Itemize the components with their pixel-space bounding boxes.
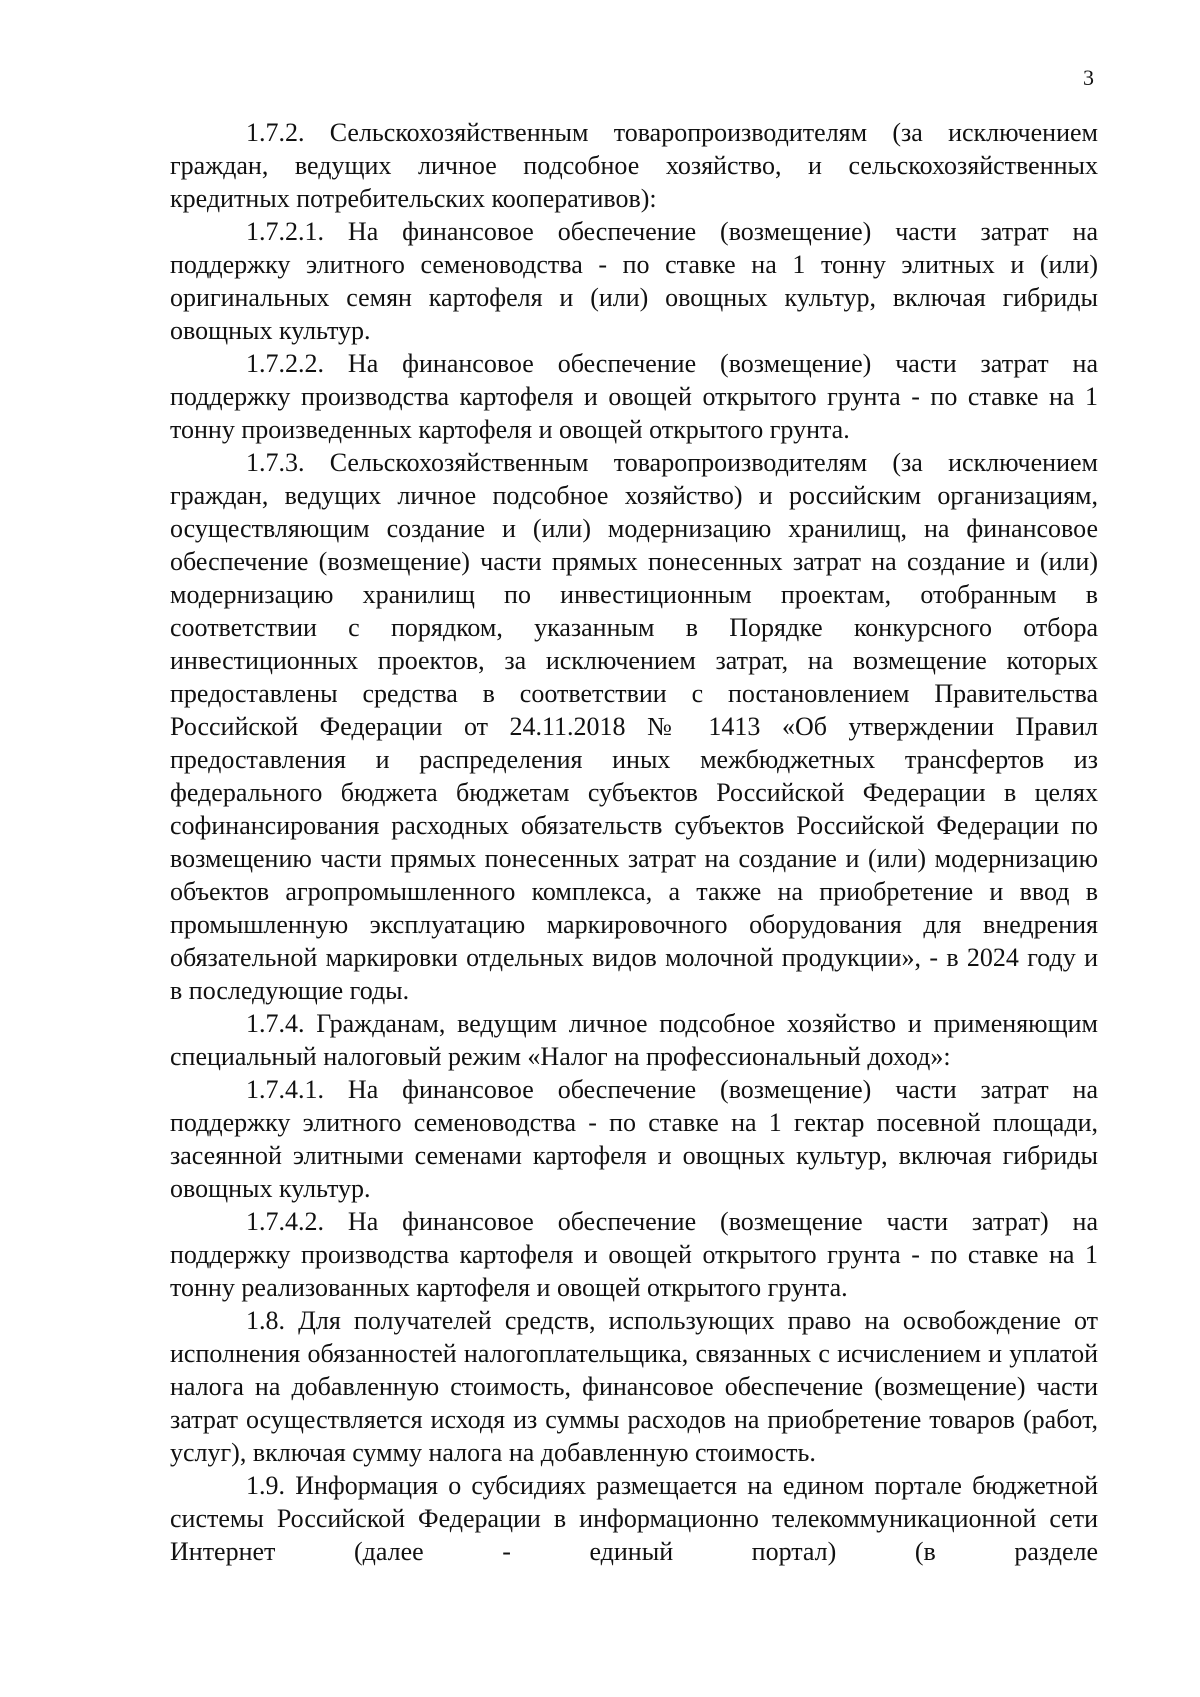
paragraph-1-7-4: 1.7.4. Гражданам, ведущим личное подсобное хозяйство и применяющим специальный налоговый режим «Налог на профессиональный доход»: <box>170 1009 1098 1071</box>
paragraph-1-7-2-2: 1.7.2.2. На финансовое обеспечение (возмещение) части затрат на поддержку производства картофеля и овощей открытого грунта - по ставке на 1 тонну произведенных картофеля и овощей открытого грунта. <box>170 349 1098 444</box>
paragraph-1-7-2-1: 1.7.2.1. На финансовое обеспечение (возмещение) части затрат на поддержку элитного семеноводства - по ставке на 1 тонну элитных и (или) оригинальных семян картофеля и (или) овощных культур, включая гибриды овощных культур. <box>170 217 1098 345</box>
page-number: 3 <box>1083 65 1094 90</box>
paragraph-1-8: 1.8. Для получателей средств, использующих право на освобождение от исполнения обязанностей налогоплательщика, связанных с исчислением и уплатой налога на добавленную стоимость, финансовое обеспечение (возмещение) части затрат осуществляется исходя из суммы расходов на приобретение товаров (работ, услуг), включая сумму налога на добавленную стоимость. <box>170 1306 1098 1467</box>
paragraph-1-7-4-2: 1.7.4.2. На финансовое обеспечение (возмещение части затрат) на поддержку производства картофеля и овощей открытого грунта - по ставке на 1 тонну реализованных картофеля и овощей открытого грунта. <box>170 1207 1098 1302</box>
paragraph-1-9: 1.9. Информация о субсидиях размещается на едином портале бюджетной системы Российской Федерации в информационно телекоммуникационной сети Интернет (далее - единый портал) (в разделе <box>170 1471 1098 1566</box>
paragraph-1-7-3: 1.7.3. Сельскохозяйственным товаропроизводителям (за исключением граждан, ведущих личное подсобное хозяйство) и российским организациям, осуществляющим создание и (или) модернизацию хранилищ, на финансовое обеспечение (возмещение) части прямых понесенных затрат на создание и (или) модернизацию хранилищ по инвестиционным проектам, отобранным в соответствии с порядком, указанным в Порядке конкурсного отбора инвестиционных проектов, за исключением затрат, на возмещение которых предоставлены средства в соответствии с постановлением Правительства Российской Федерации от 24.11.2018 № 1413 «Об утверждении Правил предоставления и распределения иных межбюджетных трансфертов из федерального бюджета бюджетам субъектов Российской Федерации в целях софинансирования расходных обязательств субъектов Российской Федерации по возмещению части прямых понесенных затрат на создание и (или) модернизацию объектов агропромышленного комплекса, а также на приобретение и ввод в промышленную эксплуатацию маркировочного оборудования для внедрения обязательной маркировки отдельных видов молочной продукции», - в 2024 году и в последующие годы. <box>170 448 1098 1005</box>
document-body <box>170 116 1098 1568</box>
paragraph-1-7-2: 1.7.2. Сельскохозяйственным товаропроизводителям (за исключением граждан, ведущих личное подсобное хозяйство, и сельскохозяйственных кредитных потребительских кооперативов): <box>170 118 1098 213</box>
paragraph-1-7-4-1: 1.7.4.1. На финансовое обеспечение (возмещение) части затрат на поддержку элитного семеноводства - по ставке на 1 гектар посевной площади, засеянной элитными семенами картофеля и овощных культур, включая гибриды овощных культур. <box>170 1075 1098 1203</box>
